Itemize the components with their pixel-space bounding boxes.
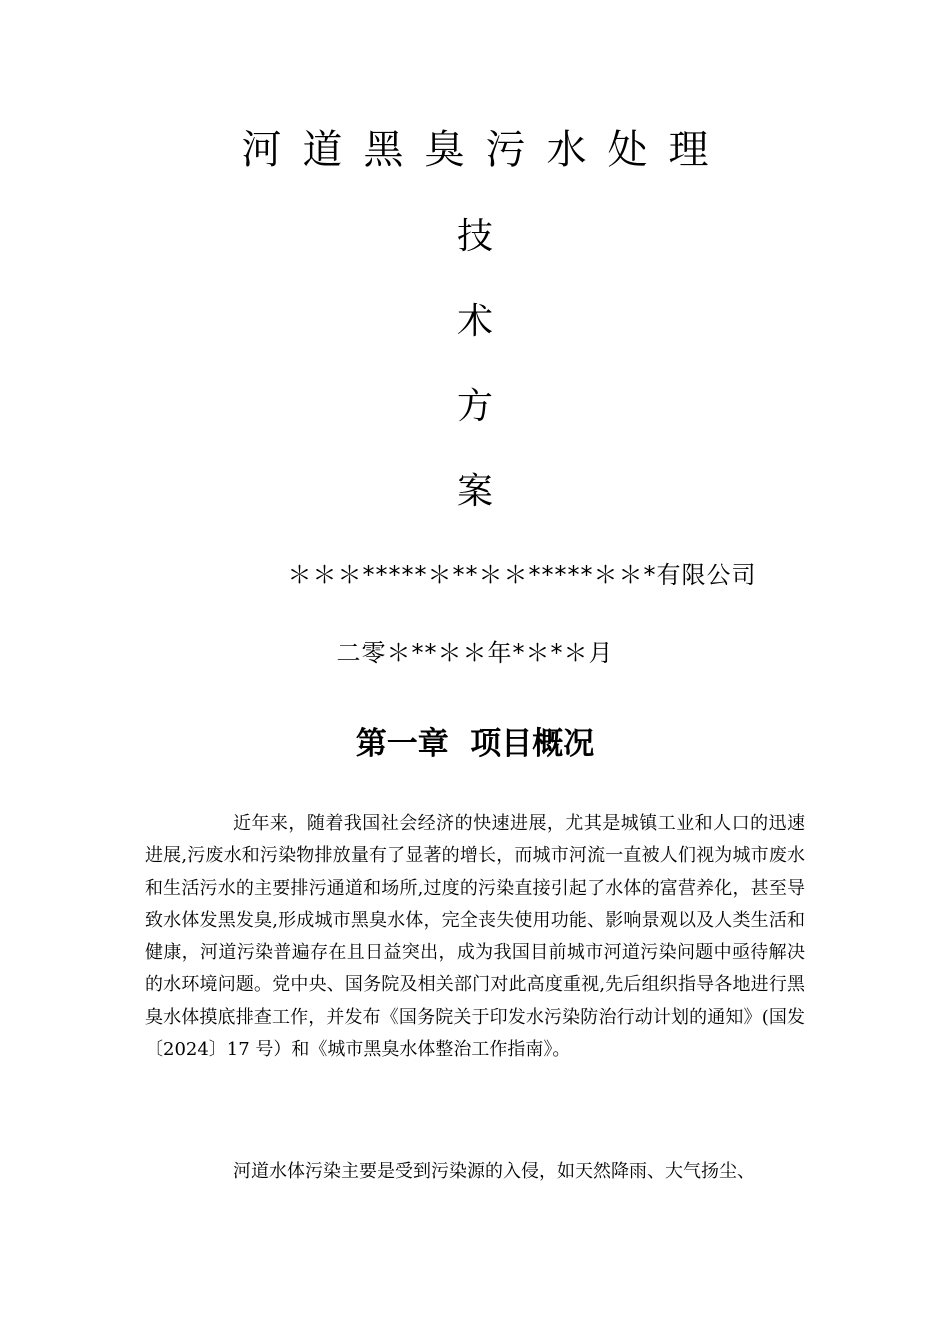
subtitle-char-4: 案 <box>456 471 493 512</box>
body-paragraph: 河道水体污染主要是受到污染源的入侵，如天然降雨、大气扬尘、 <box>233 1161 755 1182</box>
chapter-heading: 第一章 项目概况 <box>355 726 595 762</box>
subtitle-char-2: 术 <box>456 301 493 342</box>
document-date: 二零＊**＊＊年*＊*＊月 <box>336 639 614 667</box>
subtitle-char-3: 方 <box>456 386 493 427</box>
company-name: ＊＊＊*****＊**＊＊*****＊＊*有限公司 <box>287 561 757 589</box>
body-paragraph: 近年来，随着我国社会经济的快速进展，尤其是城镇工业和人口的迅速进展,污废水和污染物排放量有了显著的增长，而城市河流一直被人们视为城市废水和生活污水的主要排污通道和场所,过度的污染直接引起了水体的富营养化，甚至导致水体发黑发臭,形成城市黑臭水体，完全丧失使用功能、影响景观以及人类生活和健康，河道污染普遍存在且日益突出，成为我国目前城市河道污染问题中亟待解决的水环境问题。党中央、国务院及相关部门对此高度重视,先后组织指导各地进行黑臭水体摸底排查工作，并发布《国务院关于印发水污染防治行动计划的通知》(国发〔2024〕17 号）和《城市黑臭水体整治工作指南》。 <box>145 813 805 1061</box>
subtitle-char-1: 技 <box>456 216 493 257</box>
document-title: 河道黑臭污水处理 <box>241 127 730 173</box>
